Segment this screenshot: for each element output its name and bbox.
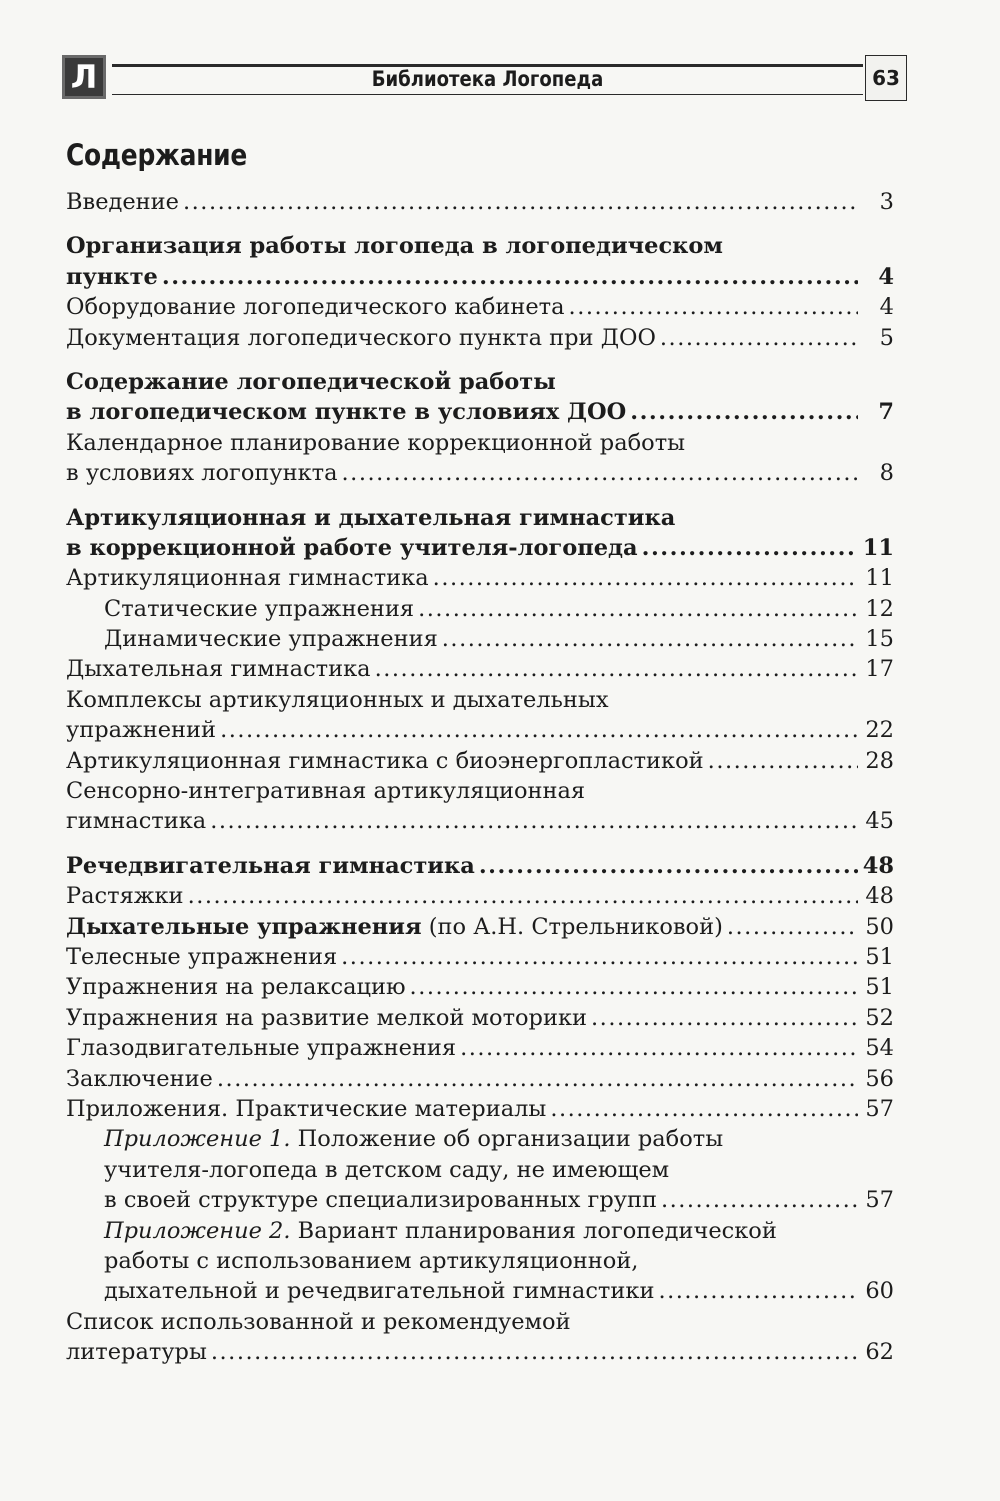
dot-leader [220, 715, 858, 745]
toc-page-number: 3 [879, 189, 894, 215]
dot-leader [162, 262, 858, 292]
dot-leader [569, 292, 858, 322]
toc-page-number: 15 [865, 626, 894, 653]
toc-entry-title: в коррекционной работе учителя-логопеда [66, 534, 638, 561]
toc-entry-title: Дыхательная гимнастика [66, 656, 371, 683]
dot-leader [591, 1003, 858, 1033]
toc-entry-title: Упражнения на релаксацию [66, 974, 406, 1001]
toc-entry-title-note: (по А.Н. Стрельниковой) [421, 913, 723, 940]
toc-page-number: 51 [865, 974, 894, 1001]
toc-entry-relaxation[interactable] [66, 972, 894, 1002]
toc-title: Содержание [66, 138, 248, 172]
toc-entry-title-line: учителя-логопеда в детском саду, не имеющем [104, 1156, 670, 1183]
toc-page-number: 57 [865, 1187, 894, 1214]
series-title: Библиотека Логопеда [371, 67, 604, 91]
toc-section-speech-motor[interactable] [66, 851, 894, 881]
dot-leader [660, 323, 858, 353]
toc-entry-body-exercises[interactable] [66, 942, 894, 972]
toc-entry-title: Приложения. Практические материалы [66, 1095, 547, 1122]
toc-page-number: 52 [865, 1004, 894, 1031]
toc-entry-fine-motor[interactable] [66, 1003, 894, 1033]
toc-entry-bibliography[interactable] [66, 1307, 894, 1368]
toc-page-number: 11 [862, 534, 894, 561]
toc-entry-title [66, 912, 723, 942]
dot-leader [211, 1337, 858, 1367]
toc-entry-title: Глазодвигательные упражнения [66, 1035, 457, 1062]
toc-entry-documentation[interactable] [66, 323, 894, 353]
toc-entry-title-line: работы с использованием артикуляционной, [104, 1247, 639, 1274]
toc-entry-title: в своей структуре специализированных групп [104, 1187, 657, 1214]
toc-page-number: 8 [879, 460, 894, 487]
toc-entry-conclusion[interactable] [66, 1064, 894, 1094]
toc-entry-stretching[interactable] [66, 881, 894, 911]
toc-entry-title: Речедвигательная гимнастика [66, 852, 475, 879]
toc-entry-title: Телесные упражнения [66, 943, 338, 970]
dot-leader [460, 1033, 858, 1063]
toc-entry-introduction[interactable] [66, 187, 894, 217]
dot-leader [550, 1094, 858, 1124]
toc-entry-title: Динамические упражнения [104, 626, 438, 653]
toc-page-number: 60 [865, 1278, 894, 1305]
toc-page-number: 12 [865, 595, 894, 622]
dot-leader [727, 912, 858, 942]
toc-entry-articulation[interactable] [66, 563, 894, 593]
toc-page-number: 22 [865, 717, 894, 744]
toc-entry-title: Упражнения на развитие мелкой моторики [66, 1004, 588, 1031]
toc-entry-title-line: Положение об организации работы [290, 1126, 724, 1153]
toc-page-number: 11 [865, 565, 894, 592]
toc-entry-eye-motor[interactable] [66, 1033, 894, 1063]
toc-entry-complexes[interactable] [66, 685, 894, 746]
series-logo [62, 55, 106, 99]
toc-entry-title-line: Сенсорно-интегративная артикуляционная [66, 778, 586, 805]
toc-page-number: 45 [865, 808, 894, 835]
toc-section-organization[interactable] [66, 231, 894, 292]
toc-entry-title: Статические упражнения [104, 595, 415, 622]
dot-leader [630, 397, 858, 427]
toc-page-number: 48 [865, 883, 894, 910]
page-header [62, 52, 907, 100]
toc-section-gymnastics[interactable] [66, 503, 894, 564]
table-of-contents [66, 187, 894, 1367]
dot-leader [642, 533, 858, 563]
toc-page-number: 62 [865, 1339, 894, 1366]
page-number: 63 [865, 55, 907, 101]
toc-page-number: 56 [865, 1065, 894, 1092]
dot-leader [341, 942, 858, 972]
toc-entry-title-line: Вариант планирования логопедической [290, 1217, 777, 1244]
toc-entry-equipment[interactable] [66, 292, 894, 322]
toc-entry-title: упражнений [66, 717, 217, 744]
toc-entry-strelnikova-breathing[interactable] [66, 912, 894, 942]
toc-entry-title: в логопедическом пункте в условиях ДОО [66, 399, 627, 426]
toc-page-number: 50 [865, 913, 894, 940]
toc-entry-title-line: Календарное планирование коррекционной работы [66, 429, 686, 456]
dot-leader [658, 1276, 858, 1306]
toc-entry-title-line: Содержание логопедической работы [66, 368, 556, 395]
dot-leader [342, 458, 858, 488]
toc-entry-appendices[interactable] [66, 1094, 894, 1124]
toc-entry-title: Введение [66, 189, 179, 215]
toc-page-number: 28 [865, 747, 894, 774]
dot-leader [410, 972, 858, 1002]
toc-entry-title: Артикуляционная гимнастика [66, 565, 429, 592]
toc-entry-title: Оборудование логопедического кабинета [66, 294, 565, 321]
toc-entry-static-exercises[interactable] [66, 594, 894, 624]
toc-page-number: 4 [879, 294, 894, 321]
toc-entry-bioenergoplastics[interactable] [66, 746, 894, 776]
toc-entry-title-line: Артикуляционная и дыхательная гимнастика [66, 504, 676, 531]
toc-section-speech-therapy-content[interactable] [66, 367, 894, 428]
appendix-label: Приложение 1. [104, 1126, 291, 1153]
dot-leader [708, 746, 858, 776]
toc-entry-title-line: Комплексы артикуляционных и дыхательных [66, 686, 609, 713]
toc-entry-title-line: Список использованной и рекомендуемой [66, 1308, 571, 1335]
dot-leader [210, 806, 858, 836]
toc-entry-title: Растяжки [66, 883, 184, 910]
dot-leader [183, 187, 858, 217]
dot-leader [375, 654, 858, 684]
dot-leader [188, 881, 858, 911]
toc-entry-sensory-integrative[interactable] [66, 776, 894, 837]
toc-page-number: 51 [865, 943, 894, 970]
toc-entry-title: Артикуляционная гимнастика с биоэнергопластикой [66, 747, 704, 774]
toc-page-number: 48 [862, 852, 894, 879]
dot-leader [418, 594, 858, 624]
toc-entry-title-bold: Дыхательные упражнения [66, 913, 422, 940]
toc-entry-title: литературы [66, 1339, 207, 1366]
appendix-label: Приложение 2. [104, 1217, 291, 1244]
toc-entry-title: гимнастика [66, 808, 207, 835]
toc-entry-title: дыхательной и речедвигательной гимнастики [104, 1278, 655, 1305]
toc-page-number: 4 [878, 263, 894, 290]
toc-entry-title: Заключение [66, 1065, 213, 1092]
toc-entry-title: пункте [66, 263, 158, 290]
dot-leader [442, 624, 858, 654]
toc-page-number: 17 [865, 656, 894, 683]
toc-page-number: 5 [879, 324, 894, 351]
dot-leader [661, 1185, 858, 1215]
toc-entry-dynamic-exercises[interactable] [66, 624, 894, 654]
toc-entry-title: в условиях логопункта [66, 460, 338, 487]
toc-page-number: 54 [865, 1035, 894, 1062]
dot-leader [433, 563, 858, 593]
dot-leader [479, 851, 858, 881]
dot-leader [217, 1064, 858, 1094]
toc-page-number: 7 [878, 399, 894, 426]
header-rule-bottom [112, 94, 863, 95]
toc-entry-title: Документация логопедического пункта при ДОО [66, 324, 656, 351]
toc-entry-breathing[interactable] [66, 654, 894, 684]
toc-entry-calendar-planning[interactable] [66, 428, 894, 489]
logo-letter: Л [70, 58, 98, 96]
toc-entry-title-line: Организация работы логопеда в логопедическом [66, 233, 723, 260]
toc-entry-appendix-1[interactable] [66, 1124, 894, 1215]
toc-page-number: 57 [865, 1095, 894, 1122]
toc-entry-appendix-2[interactable] [66, 1216, 894, 1307]
